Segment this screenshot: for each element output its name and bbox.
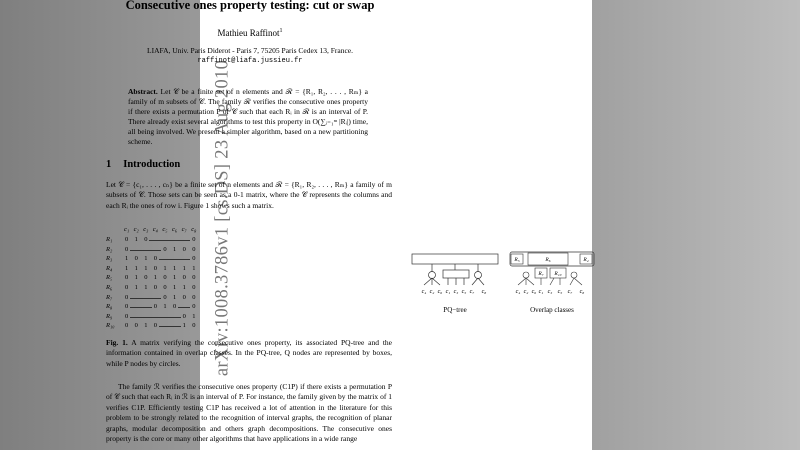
matrix-cell: 0 — [125, 312, 129, 320]
tree-leaf-label: c₈ — [579, 289, 585, 295]
matrix-ones-line — [130, 298, 161, 299]
overlap-box-label: R₁₀ — [554, 271, 562, 277]
overlap-classes-label: Overlap classes — [530, 306, 574, 314]
matrix-col-header: c₇ — [181, 226, 187, 233]
matrix-cell: 0 — [163, 284, 167, 291]
matrix-col-header: c₅ — [162, 226, 168, 233]
matrix-cell: 1 — [134, 284, 138, 291]
overlap-classes-figure — [508, 238, 596, 328]
matrix-cell: 1 — [173, 245, 177, 253]
matrix-col-header: c₈ — [191, 226, 197, 233]
matrix-cell: 0 — [173, 303, 177, 311]
matrix-row — [106, 274, 202, 283]
matrix-cell: 1 — [125, 255, 129, 263]
matrix-cell: 1 — [192, 312, 196, 320]
matrix-cell: 1 — [134, 264, 138, 272]
matrix-ones-line — [159, 326, 181, 327]
matrix-cell: 0 — [125, 293, 129, 301]
matrix-col-header: c₁ — [124, 226, 130, 233]
matrix-row — [106, 322, 202, 331]
matrix-col-header: c₂ — [133, 226, 139, 233]
section-heading: 1 Introduction — [106, 159, 181, 170]
matrix-row — [106, 313, 202, 322]
matrix-cell: 0 — [134, 255, 138, 263]
pq-tree-figure — [410, 238, 500, 328]
matrix-cell: 0 — [144, 236, 148, 243]
figure-caption: Fig. 1. A matrix verifying the consecutive ones property, its associated PQ-tree and the information contained in overlap classes. In the PQ-tree, Q nodes are represented by boxes, while P nodes by circles. — [106, 338, 393, 368]
matrix-cell: 0 — [182, 293, 186, 301]
matrix-cell: 0 — [153, 322, 158, 330]
overlap-box-label: R₅ — [514, 257, 520, 263]
matrix-cell: 0 — [192, 284, 196, 291]
matrix-cell: 1 — [153, 274, 158, 282]
matrix-figure — [106, 226, 202, 332]
arxiv-identifier: arXiv:1008.3786v1 [cs.DS] 23 Aug 2010 — [212, 59, 233, 377]
paper-title: Consecutive ones property testing: cut or swap — [125, 0, 375, 12]
page-content — [106, 0, 592, 450]
matrix-row-label: R₁₀ — [106, 322, 115, 330]
matrix-col-header: c₄ — [152, 226, 158, 233]
matrix-col-header: c₃ — [143, 226, 149, 233]
matrix-cell: 1 — [144, 255, 148, 263]
matrix-cell: 0 — [182, 245, 186, 253]
matrix-cell: 1 — [144, 284, 148, 291]
tree-leaf-label: c₇ — [567, 289, 573, 295]
matrix-cell: 1 — [182, 322, 186, 330]
matrix-cell: 0 — [134, 322, 138, 330]
matrix-cell: 1 — [125, 264, 129, 272]
matrix-row — [106, 255, 202, 264]
matrix-col-header: c₆ — [172, 226, 178, 233]
matrix-cell: 0 — [163, 293, 167, 301]
matrix-cell: 0 — [153, 284, 158, 291]
matrix-row-label: R₃ — [106, 255, 113, 263]
overlap-box-label: R₆ — [545, 257, 551, 263]
matrix-cell: 0 — [192, 322, 196, 330]
matrix-row-label: R₂ — [106, 245, 113, 253]
matrix-row-label: R₇ — [106, 293, 113, 301]
tree-leaf-label: c₁ — [445, 289, 451, 295]
matrix-row-label: R₉ — [106, 312, 113, 320]
matrix-cell: 1 — [134, 274, 138, 282]
matrix-ones-line — [130, 250, 161, 251]
tree-leaf-label: c₅ — [557, 289, 563, 295]
tree-leaf-label: c₄ — [421, 289, 427, 295]
matrix-row — [106, 294, 202, 303]
matrix-ones-line — [149, 240, 190, 241]
overlap-box-label: R₄ — [583, 257, 589, 263]
matrix-ones-line — [130, 307, 152, 308]
matrix-cell: 0 — [153, 264, 158, 272]
tree-leaf-label: c₆ — [437, 289, 443, 295]
pq-q-node-inner — [443, 270, 469, 278]
matrix-cell: 0 — [125, 236, 129, 243]
matrix-cell: 0 — [125, 245, 129, 253]
pq-p-node-right — [475, 272, 482, 279]
matrix-cell: 0 — [192, 293, 196, 301]
matrix-row — [106, 236, 202, 245]
matrix-cell: 0 — [144, 274, 148, 282]
matrix-cell: 1 — [182, 264, 186, 272]
tree-leaf-label: c₁ — [538, 289, 544, 295]
matrix-ones-line — [130, 317, 181, 318]
matrix-cell: 1 — [163, 303, 167, 311]
matrix-row-label: R₆ — [106, 284, 113, 291]
c1p-paragraph: The family ℛ verifies the consecutive ones property (C1P) if there exists a permutation P of 𝒞 such that each Rᵢ in ℛ is an interval of P. For instance, the family given by the matrix of 1 verifies C1P. Efficiently testing C1P has received a lot of attention in the literature for this problem to be strongly related to the recognition of interval graphs, the recognition of planar graphs, modular decomposition and others graph decompositions. The consecutive ones property is the core or many other algorithms that have applications in a wide range — [106, 382, 392, 444]
matrix-cell: 1 — [173, 264, 177, 272]
matrix-cell: 0 — [192, 245, 196, 253]
matrix-column-headers — [106, 226, 202, 235]
matrix-row-label: R₈ — [106, 303, 113, 311]
matrix-cell: 0 — [153, 303, 158, 311]
tree-leaf-label: c₂ — [429, 289, 435, 295]
matrix-cell: 0 — [192, 274, 196, 282]
matrix-row — [106, 303, 202, 312]
affiliation: LIAFA, Univ. Paris Diderot - Paris 7, 75205 Paris Cedex 13, France. raffinot@liafa.jussieu.fr — [100, 46, 400, 66]
author-email[interactable]: raffinot@liafa.jussieu.fr — [197, 57, 303, 65]
tree-leaf-label: c₂ — [523, 289, 529, 295]
tree-leaf-label: c₆ — [531, 289, 537, 295]
pq-p-node-left — [429, 272, 436, 279]
matrix-cell: 0 — [182, 274, 186, 282]
matrix-cell: 0 — [125, 284, 129, 291]
matrix-cell: 0 — [163, 274, 167, 282]
matrix-row — [106, 265, 202, 274]
matrix-cell: 1 — [163, 264, 167, 272]
matrix-cell: 1 — [134, 236, 138, 243]
matrix-cell: 0 — [125, 274, 129, 282]
matrix-row-label: R₁ — [106, 236, 113, 243]
paper-author: Mathieu Raffinot$^1$ — [217, 28, 283, 38]
matrix-cell: 1 — [144, 322, 148, 330]
matrix-cell: 0 — [192, 303, 196, 311]
matrix-row-label: R₅ — [106, 274, 113, 282]
matrix-ones-line — [178, 307, 190, 308]
matrix-cell: 0 — [182, 312, 186, 320]
tree-leaf-label: c₇ — [469, 289, 475, 295]
pq-tree-label: PQ−tree — [443, 306, 467, 314]
pq-q-node-root — [412, 254, 498, 264]
matrix-row — [106, 246, 202, 255]
matrix-ones-line — [159, 259, 190, 260]
matrix-cell: 1 — [173, 284, 177, 291]
overlap-box-label: R₇ — [538, 271, 544, 277]
matrix-row-label: R₄ — [106, 264, 113, 272]
matrix-cell: 0 — [192, 255, 196, 263]
matrix-cell: 0 — [125, 322, 129, 330]
tree-leaf-label: c₈ — [481, 289, 487, 295]
tree-leaf-label: c₄ — [515, 289, 521, 295]
matrix-cell: 1 — [192, 264, 196, 272]
matrix-cell: 1 — [173, 274, 177, 282]
tree-leaf-label: c₃ — [547, 289, 553, 295]
matrix-cell: 1 — [173, 293, 177, 301]
matrix-cell: 1 — [144, 264, 148, 272]
matrix-cell: 0 — [153, 255, 158, 263]
matrix-row — [106, 284, 202, 293]
matrix-cell: 0 — [125, 303, 129, 311]
tree-leaf-label: c₅ — [461, 289, 467, 295]
abstract: Abstract. Let 𝒞 be a finite set of n elements and ℛ = {R₁, R₂, . . . , Rₘ} a family of m subsets of 𝒞. The family ℛ verifies the consecutive ones property if there exists a permutation P of 𝒞 such that each Rᵢ in ℛ is an interval of P. There already exist several algorithms to test this property in O(∑ᵢ₌₁ᵐ |Rᵢ|) time, all being involved. We present a simpler algorithm, based on a new partitioning scheme. — [128, 87, 368, 146]
matrix-cell: 1 — [182, 284, 186, 291]
intro-paragraph: Let 𝒞 = {c₁, . . . , cₙ} be a finite set of n elements and ℛ = {R₁, R₂, . . . , Rₘ} a family of m subsets of 𝒞. Those sets can be seen as a 0-1 matrix, where the 𝒞 represents the columns and each Rᵢ the ones of row i. Figure 1 shows such a matrix. — [106, 180, 392, 210]
matrix-cell: 0 — [192, 236, 196, 243]
matrix-cell: 0 — [163, 245, 167, 253]
tree-leaf-label: c₃ — [453, 289, 459, 295]
